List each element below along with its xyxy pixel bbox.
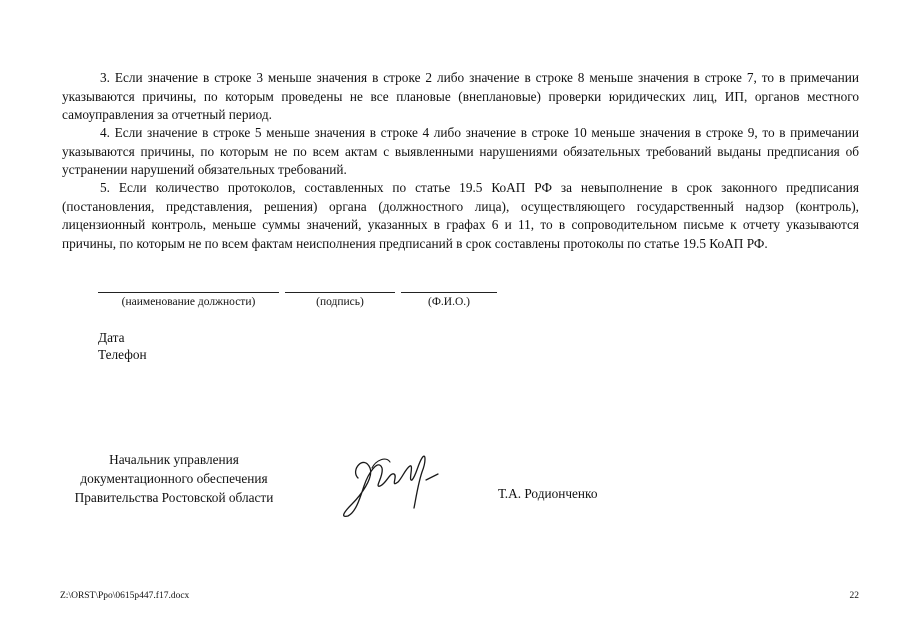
name-line bbox=[401, 292, 497, 293]
paragraph-5: 5. Если количество протоколов, составленных по статье 19.5 КоАП РФ за невыполнение в срок законного предписания (постановления, представления, решения) органа (должностного лица), осуществляющего государственный надзор (контроль), лицензионный контроль, меньше суммы значений, указанных в графах 6 и 11, то в сопроводительном письме к отчету указываются причины, по которым не по всем фактам неисполнения предписаний в срок составлены протоколы по статье 19.5 КоАП РФ. bbox=[62, 180, 859, 251]
signer-title-line-1: Начальник управления bbox=[109, 452, 239, 467]
paragraph-3: 3. Если значение в строке 3 меньше значения в строке 2 либо значение в строке 8 меньше значения в строке 7, то в примечании указываются причины, по которым проведены не все плановые (внеплановые) проверки юридических лиц, ИП, органов местного самоуправления за отчетный период. bbox=[62, 70, 859, 122]
name-caption: (Ф.И.О.) bbox=[428, 296, 470, 308]
signature-caption: (подпись) bbox=[316, 296, 364, 308]
paragraph-4: 4. Если значение в строке 5 меньше значения в строке 4 либо значение в строке 10 меньше значения в строке 9, то в примечании указываются причины, по которым не по всем актам с выявленными нарушениями обязательных требований выданы предписания об устранении нарушений обязательных требований. bbox=[62, 125, 859, 177]
signer-name: Т.А. Родионченко bbox=[498, 486, 598, 501]
position-caption: (наименование должности) bbox=[121, 296, 256, 308]
file-path: Z:\ORST\Ppo\0615p447.f17.docx bbox=[60, 591, 190, 601]
signer-title-line-3: Правительства Ростовской области bbox=[74, 490, 274, 505]
signer-title-line-2: документационного обеспечения bbox=[80, 471, 268, 486]
handwritten-signature bbox=[330, 438, 442, 522]
signer-title bbox=[56, 450, 292, 507]
page-number: 22 bbox=[849, 591, 859, 601]
phone-label: Телефон bbox=[98, 347, 147, 362]
signature-line bbox=[285, 292, 395, 293]
date-label: Дата bbox=[98, 330, 125, 345]
position-line bbox=[98, 292, 279, 293]
